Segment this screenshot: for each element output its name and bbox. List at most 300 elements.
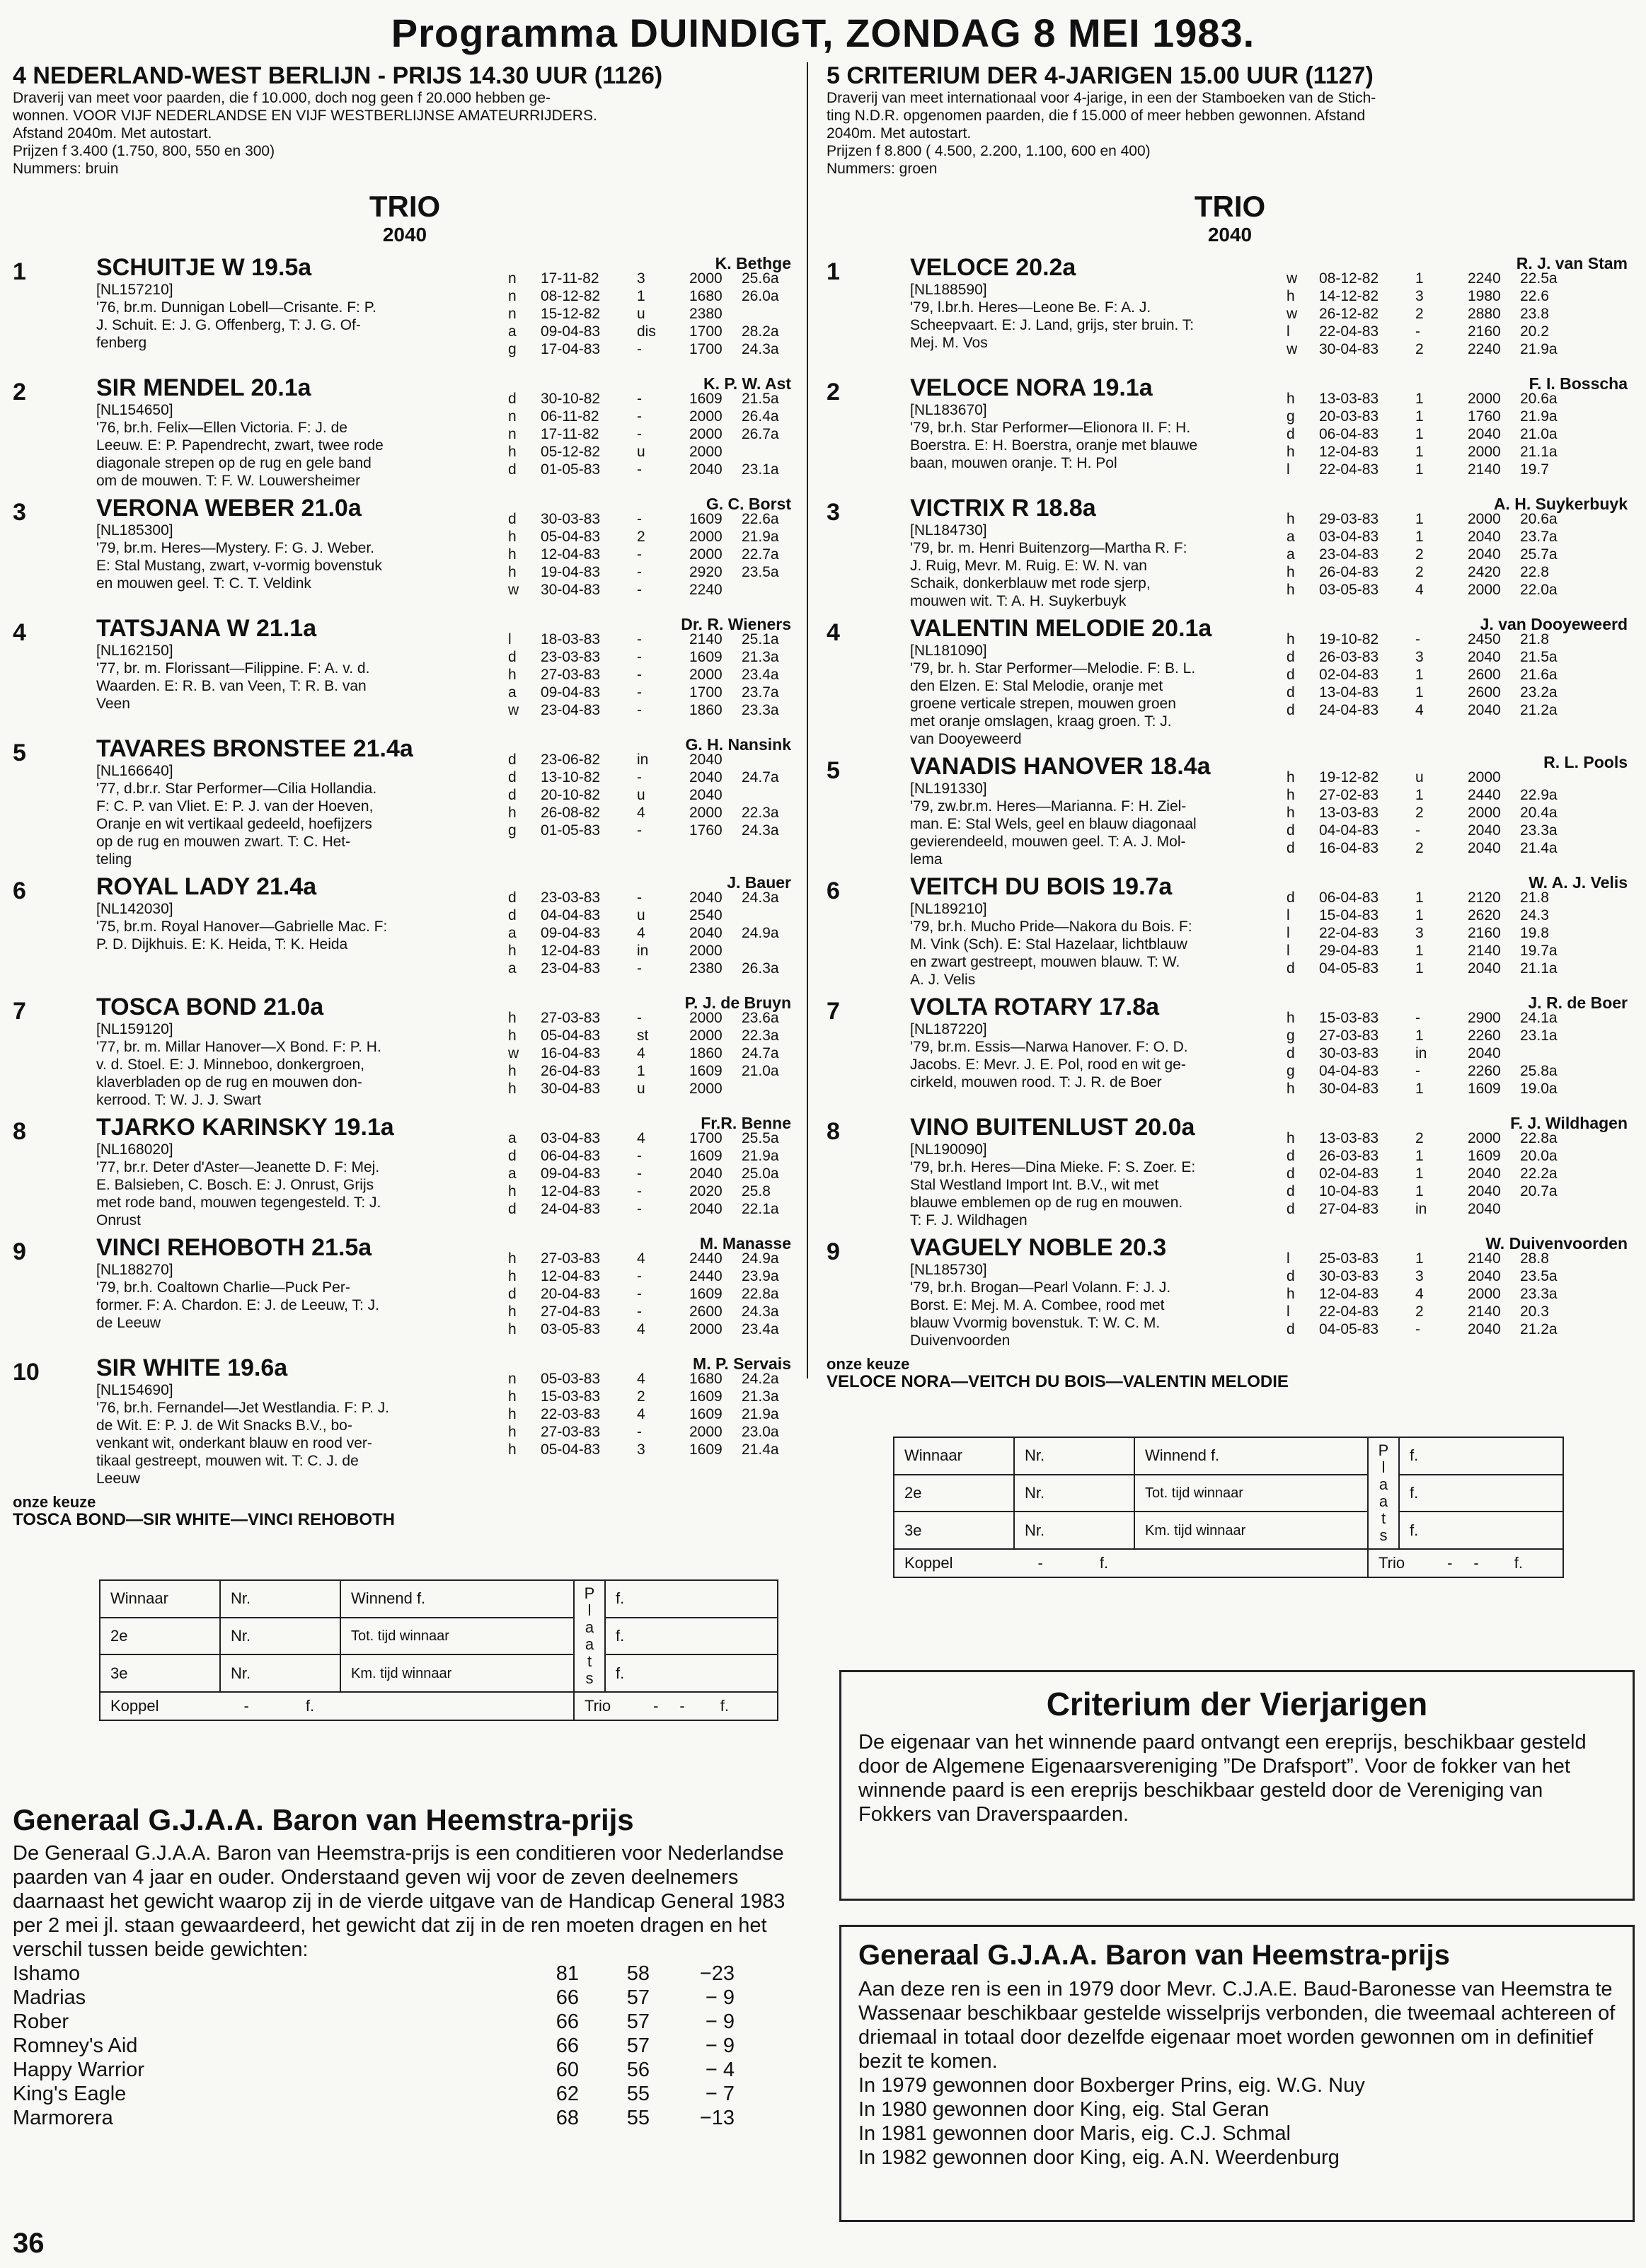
race-date: 19-10-82	[1319, 631, 1379, 647]
recent-results	[508, 510, 798, 599]
weight-difference: −13	[699, 2107, 735, 2129]
race-title: 5 CRITERIUM DER 4-JARIGEN 15.00 UUR (1127)	[827, 62, 1374, 89]
result-row	[1287, 631, 1577, 648]
result-row	[508, 581, 798, 599]
km-time: 23.4a	[742, 1321, 779, 1337]
our-choice	[13, 1494, 797, 1529]
placing: -	[637, 391, 642, 407]
winnaar-label: Winnaar	[100, 1580, 220, 1618]
plaats-f-2[interactable]: f.	[1399, 1475, 1563, 1512]
heemstra-box-title: Generaal G.J.A.A. Baron van Heemstra-prijs	[858, 1940, 1450, 1971]
race-date: 09-04-83	[541, 925, 601, 941]
trio-cell[interactable]: Trio - - f.	[1368, 1549, 1563, 1577]
km-time: 22.8	[1520, 564, 1549, 580]
race-date: 26-03-83	[1319, 1148, 1379, 1164]
placing: 3	[1415, 649, 1424, 665]
track-code: d	[508, 907, 517, 923]
weight-difference: −23	[699, 1962, 735, 1985]
weight-row	[13, 1962, 791, 1986]
result-row	[1287, 408, 1577, 425]
horse-details-line: op de rug en mouwen zwart. T: C. Het-	[96, 834, 351, 850]
track-code: l	[1287, 1250, 1290, 1267]
koppel-cell[interactable]: Koppel - f.	[894, 1549, 1368, 1577]
horse-name: VOLTA ROTARY 17.8a	[910, 994, 1160, 1020]
race-date: 06-04-83	[1319, 890, 1379, 906]
horse-details-line: [NL185300]	[96, 522, 173, 539]
km-time: 21.8	[1520, 631, 1549, 647]
nr-label: Nr.	[220, 1654, 340, 1692]
result-row	[1287, 769, 1577, 786]
race-distance: 2000	[1468, 391, 1501, 407]
track-code: h	[508, 1027, 517, 1044]
race-distance: 2000	[689, 426, 723, 442]
race-distance: 2140	[1468, 461, 1501, 478]
trio-cell[interactable]: Trio - - f.	[574, 1692, 778, 1720]
km-time: 24.7a	[742, 769, 779, 785]
horse-details-line: '77, br. m. Florissant—Filippine. F: A. v. d.	[96, 660, 370, 677]
km-time: 20.0a	[1520, 1148, 1558, 1164]
result-row	[1287, 924, 1577, 942]
tot-tijd-label: Tot. tijd winnaar	[340, 1618, 574, 1655]
race-date: 13-03-83	[1319, 1130, 1379, 1146]
race-distance: 2000	[689, 1027, 723, 1044]
horse-name: VANADIS HANOVER 18.4a	[910, 753, 1211, 780]
horse-details-line: diagonale strepen op de rug en gele band	[96, 455, 372, 471]
koppel-cell[interactable]: Koppel - f.	[100, 1692, 574, 1720]
horse-details-line: [NL187220]	[910, 1021, 987, 1037]
km-time: 24.9a	[742, 925, 779, 941]
horse-details	[96, 1261, 493, 1332]
km-time	[1520, 1200, 1577, 1218]
km-time: 24.9a	[742, 1250, 779, 1267]
horse-details-line: A. J. Velis	[910, 972, 976, 988]
weight-row	[13, 2058, 791, 2082]
horse-entry	[827, 873, 1633, 989]
track-code: d	[1287, 684, 1295, 701]
past-winner-line: In 1981 gewonnen door Maris, eig. C.J. Schmal	[858, 2122, 1291, 2145]
result-row	[508, 1027, 798, 1044]
race-distance: 1609	[1468, 1081, 1501, 1097]
race-distance: 1700	[689, 341, 723, 357]
placing: u	[637, 907, 645, 923]
race-distance: 2900	[1468, 1010, 1501, 1026]
race-date: 24-04-83	[541, 1201, 601, 1217]
km-time: 24.3a	[742, 1303, 779, 1320]
track-code: w	[1287, 341, 1298, 357]
km-time: 21.6a	[1520, 667, 1558, 683]
horse-details	[96, 401, 493, 490]
race-distance: 2000	[689, 529, 723, 545]
race-distance: 2140	[1468, 1303, 1501, 1320]
recent-results	[508, 390, 798, 478]
race-distance: 2160	[1468, 925, 1501, 941]
recent-results	[508, 1009, 798, 1098]
horse-details-line: Waarden. E: R. B. van Veen, T: R. B. van	[96, 678, 367, 694]
result-row	[1287, 1062, 1577, 1080]
result-row	[1287, 889, 1577, 906]
race-date: 05-04-83	[541, 529, 601, 545]
horse-details-line: lema	[910, 851, 943, 868]
placing: -	[637, 684, 642, 701]
placing: 4	[637, 1321, 645, 1337]
placing: -	[637, 1010, 642, 1026]
race-distance: 2040	[1468, 1321, 1501, 1337]
track-code: a	[508, 1165, 517, 1182]
race-conditions-line: Afstand 2040m. Met autostart.	[13, 125, 212, 142]
horse-details-line: Mej. M. Vos	[910, 335, 988, 351]
race-distance: 2040	[1468, 1045, 1501, 1061]
placing: st	[637, 1027, 649, 1044]
race-distance: 2880	[1468, 306, 1501, 322]
result-row	[508, 528, 798, 546]
km-time: 20.2	[1520, 323, 1549, 340]
weight-difference: − 9	[705, 1986, 735, 2009]
race-distance: 2600	[1468, 667, 1501, 683]
horse-entry	[13, 873, 797, 989]
result-row	[1287, 666, 1577, 684]
horse-details-line: met oranje omslagen, kraag groen. T: J.	[910, 713, 1172, 730]
horse-details-line: gevierendeeld, mouwen geel. T: A. J. Mol-	[910, 834, 1186, 850]
track-code: h	[508, 943, 517, 959]
track-code: h	[1287, 444, 1295, 460]
horse-name: TAVARES BRONSTEE 21.4a	[96, 735, 413, 762]
race-weight: 57	[626, 2034, 650, 2057]
weight-difference: − 9	[705, 2034, 735, 2057]
race-distance: 2440	[689, 1268, 723, 1284]
race-distance: 1609	[689, 1441, 723, 1458]
recent-results	[508, 1129, 798, 1218]
heemstra-box	[839, 1925, 1635, 2222]
race-distance: 1760	[1468, 408, 1501, 425]
race-conditions-line: Prijzen f 8.800 ( 4.500, 2.200, 1.100, 600 en 400)	[827, 143, 1151, 159]
horse-name: Rober	[13, 2010, 69, 2033]
placing: 2	[1415, 341, 1424, 357]
placing: 1	[1415, 787, 1424, 803]
race-date: 22-04-83	[1319, 461, 1379, 478]
track-code: h	[1287, 1010, 1295, 1026]
placing: -	[637, 769, 642, 785]
race-distance: 2240	[1468, 270, 1501, 287]
result-row	[508, 305, 798, 323]
placing: 1	[637, 288, 645, 304]
km-time: 23.3a	[1520, 822, 1558, 839]
horse-entry	[827, 1234, 1633, 1350]
race-date: 03-04-83	[541, 1130, 601, 1146]
track-code: w	[508, 582, 519, 598]
horse-details-line: [NL154690]	[96, 1382, 173, 1398]
km-time: 19.8	[1520, 925, 1549, 941]
race-distance: 2000	[689, 1424, 723, 1440]
race-date: 30-04-83	[541, 582, 601, 598]
track-code: h	[1287, 805, 1295, 821]
track-code: h	[508, 1010, 517, 1026]
horse-details-line: met rode band, mouwen tegengesteld. T: J.	[96, 1195, 381, 1211]
km-time	[742, 906, 798, 924]
placing: -	[637, 667, 642, 683]
km-time: 23.7a	[1520, 529, 1558, 545]
race-date: 30-03-83	[541, 511, 601, 527]
km-time: 23.5a	[742, 564, 779, 580]
result-row	[1287, 323, 1577, 340]
race-date: 29-04-83	[1319, 943, 1379, 959]
plaats-f-1[interactable]: f.	[1399, 1437, 1563, 1475]
our-choice-label: onze keuze	[13, 1493, 96, 1511]
horse-details-line: [NL181090]	[910, 643, 987, 659]
km-time: 22.3a	[742, 805, 779, 821]
result-row	[508, 1044, 798, 1062]
trio-heading: TRIO	[369, 190, 441, 223]
bet-form-race-5	[893, 1437, 1564, 1578]
track-code: l	[1287, 461, 1290, 478]
race-date: 22-04-83	[1319, 323, 1379, 340]
race-distance: 2040	[1468, 840, 1501, 856]
weight-row	[13, 1986, 791, 2010]
plaats-f-3[interactable]: f.	[605, 1654, 778, 1692]
recent-results	[1287, 390, 1577, 478]
race-date: 20-03-83	[1319, 408, 1379, 425]
race-weight: 55	[626, 2107, 650, 2129]
km-time: 25.1a	[742, 631, 779, 647]
result-row	[508, 1370, 798, 1388]
race-distance: 2450	[1468, 631, 1501, 647]
track-code: g	[508, 341, 517, 357]
race-date: 19-04-83	[541, 564, 601, 580]
placing: -	[1415, 1063, 1420, 1079]
placing: 1	[1415, 684, 1424, 701]
weight-row	[13, 2034, 791, 2058]
our-choice-value: VELOCE NORA—VEITCH DU BOIS—VALENTIN MELODIE	[827, 1372, 1289, 1391]
track-code: d	[508, 391, 517, 407]
horse-details-line: '79, l.br.h. Heres—Leone Be. F: A. J.	[910, 299, 1151, 316]
horse-details-line: baan, mouwen oranje. T: H. Pol	[910, 455, 1117, 471]
placing: 3	[637, 270, 645, 287]
horse-entry	[13, 615, 797, 731]
result-row	[508, 270, 798, 287]
race-distance: 2040	[1468, 1201, 1501, 1217]
entry-number: 2	[13, 379, 26, 405]
entry-number: 1	[13, 258, 26, 285]
track-code: l	[1287, 323, 1290, 340]
placing: 1	[1415, 1165, 1424, 1182]
placing: 2	[1415, 1130, 1424, 1146]
placing: -	[1415, 822, 1420, 839]
track-code: n	[508, 408, 517, 425]
track-code: d	[1287, 426, 1295, 442]
plaats-f-3[interactable]: f.	[1399, 1512, 1563, 1549]
race-distance: 1609	[689, 391, 723, 407]
handicap-weight: 68	[556, 2107, 579, 2129]
km-time: 23.1a	[1520, 1027, 1558, 1044]
placing: -	[1415, 1010, 1420, 1026]
horse-details-line: Leeuw	[96, 1470, 140, 1487]
track-code: h	[1287, 564, 1295, 580]
track-code: d	[508, 1286, 517, 1302]
horse-name: VEITCH DU BOIS 19.7a	[910, 873, 1173, 900]
track-code: g	[1287, 408, 1295, 425]
weights-table	[13, 1962, 791, 2130]
plaats-f-2[interactable]: f.	[605, 1618, 778, 1655]
placing: 4	[1415, 1286, 1424, 1302]
track-code: h	[508, 564, 517, 580]
placing: 2	[637, 1388, 645, 1405]
horse-details-line: '77, d.br.r. Star Performer—Cilia Hollandia.	[96, 781, 377, 797]
horse-name: Ishamo	[13, 1962, 81, 1985]
past-winner-line: In 1982 gewonnen door King, eig. A.N. Weerdenburg	[858, 2146, 1340, 2169]
placing: in	[637, 943, 649, 959]
km-time: 22.2a	[1520, 1165, 1558, 1182]
horse-details-line: [NL168020]	[96, 1141, 173, 1158]
horse-details-line: van Dooyeweerd	[910, 731, 1022, 747]
race-conditions-line: Prijzen f 3.400 (1.750, 800, 550 en 300)	[13, 143, 275, 159]
horse-details-line: '79, br.h. Coaltown Charlie—Puck Per-	[96, 1279, 350, 1296]
track-code: n	[508, 270, 517, 287]
race-distance: 2260	[1468, 1027, 1501, 1044]
track-code: h	[1287, 787, 1295, 803]
horse-details	[96, 522, 493, 592]
track-code: n	[508, 306, 517, 322]
horse-details-line: en mouwen geel. T: C. T. Veldink	[96, 575, 311, 592]
placing: 1	[1415, 426, 1424, 442]
horse-details-line: '75, br.m. Royal Hanover—Gabrielle Mac. F:	[96, 919, 388, 935]
race-date: 04-04-83	[1319, 822, 1379, 839]
km-time: 24.1a	[1520, 1010, 1558, 1026]
horse-details-line: [NL189210]	[910, 901, 987, 917]
result-row	[508, 701, 798, 719]
result-row	[1287, 528, 1577, 546]
result-row	[1287, 1285, 1577, 1303]
race-date: 29-03-83	[1319, 511, 1379, 527]
race-date: 27-04-83	[541, 1303, 601, 1320]
race-date: 09-04-83	[541, 684, 601, 701]
placing: -	[1415, 323, 1420, 340]
placing: -	[637, 890, 642, 906]
km-time: 22.8a	[742, 1286, 779, 1302]
track-code: h	[508, 1183, 517, 1199]
plaats-f-1[interactable]: f.	[605, 1580, 778, 1618]
track-code: d	[1287, 1045, 1295, 1061]
race-distance: 1609	[689, 1406, 723, 1422]
km-time: 25.6a	[742, 270, 779, 287]
result-row	[508, 960, 798, 977]
placing: 1	[1415, 511, 1424, 527]
trainer-driver: Fr.R. Benne	[701, 1114, 791, 1132]
race-distance: 2000	[689, 1081, 723, 1097]
track-code: g	[1287, 1063, 1295, 1079]
horse-details-line: P. D. Dijkhuis. E: K. Heida, T: K. Heida	[96, 936, 348, 952]
result-row	[508, 408, 798, 425]
race-date: 06-04-83	[541, 1148, 601, 1164]
placing: 1	[1415, 270, 1424, 287]
horse-details-line: Oranje en wit vertikaal gedeeld, hoefijzers	[96, 816, 372, 832]
placing: -	[637, 408, 642, 425]
horse-entry	[13, 1354, 797, 1488]
race-date: 27-03-83	[541, 1424, 601, 1440]
result-row	[508, 889, 798, 906]
km-time: 25.7a	[1520, 546, 1558, 563]
horse-name: King's Eagle	[13, 2083, 127, 2105]
track-code: h	[508, 1388, 517, 1405]
track-code: h	[508, 1303, 517, 1320]
race-date: 12-04-83	[541, 943, 601, 959]
race-date: 22-04-83	[1319, 925, 1379, 941]
track-code: h	[1287, 769, 1295, 785]
horse-details	[96, 642, 493, 713]
entry-number: 10	[13, 1359, 40, 1386]
track-code: h	[508, 1081, 517, 1097]
entry-number: 5	[827, 757, 840, 784]
horse-details-line: former. F: A. Chardon. E: J. de Leeuw, T: J.	[96, 1297, 379, 1313]
result-row	[1287, 563, 1577, 581]
track-code: d	[1287, 890, 1295, 906]
nr-label: Nr.	[220, 1580, 340, 1618]
trainer-driver: J. van Dooyeweerd	[1480, 615, 1628, 633]
result-row	[1287, 1147, 1577, 1165]
horse-entry	[13, 254, 797, 370]
placing: -	[637, 1268, 642, 1284]
horse-details-line: '76, br.h. Felix—Ellen Victoria. F: J. de	[96, 420, 347, 436]
horse-entry	[827, 495, 1633, 611]
race-distance: 1609	[689, 1063, 723, 1079]
race-date: 03-05-83	[541, 1321, 601, 1337]
race-date: 15-03-83	[541, 1388, 601, 1405]
race-distance: 2420	[1468, 564, 1501, 580]
result-row	[1287, 1250, 1577, 1267]
placing: 3	[1415, 925, 1424, 941]
horse-details	[910, 1141, 1306, 1229]
horse-details-line: [NL166640]	[96, 763, 173, 779]
race-date: 27-03-83	[541, 1250, 601, 1267]
horse-name: TJARKO KARINSKY 19.1a	[96, 1114, 394, 1141]
entry-number: 9	[13, 1238, 26, 1265]
track-code: a	[1287, 529, 1295, 545]
km-time	[742, 443, 798, 461]
track-code: h	[508, 1424, 517, 1440]
horse-details-line: klaverbladen op de rug en mouwen don-	[96, 1074, 362, 1090]
race-distance: 2040	[1468, 1183, 1501, 1199]
race-date: 23-04-83	[1319, 546, 1379, 563]
race-date: 08-12-82	[541, 288, 601, 304]
horse-details-line: Veen	[96, 696, 130, 712]
our-choice	[827, 1356, 1633, 1391]
track-code: d	[508, 1201, 517, 1217]
race-distance: 2000	[689, 408, 723, 425]
winnend-label: Winnend f.	[340, 1580, 574, 1618]
race-distance: 2000	[1468, 805, 1501, 821]
horse-details-line: '77, br.r. Deter d'Aster—Jeanette D. F: Mej.	[96, 1159, 380, 1175]
horse-details	[96, 1020, 493, 1109]
result-row	[508, 461, 798, 478]
trainer-driver: R. L. Pools	[1543, 753, 1628, 771]
race-conditions-line: Nummers: bruin	[13, 161, 119, 177]
trainer-driver: J. Bauer	[727, 873, 791, 892]
placing: 1	[1415, 890, 1424, 906]
result-row	[508, 1267, 798, 1285]
track-code: d	[508, 752, 517, 768]
heemstra-text: De Generaal G.J.A.A. Baron van Heemstra-prijs is een conditieren voor Nederlandse paarden van 4 jaar en ouder. Onderstaand geven wij voor de zeven deelnemers daarnaast het gewicht waarop zij in de vierde uitgave van de Handicap General 1983 per 2 mei jl. staan gewaardeerd, het gewicht dat zij in de ren moeten dragen en het verschil tussen beide gewichten:	[13, 1842, 785, 1961]
track-code: h	[508, 529, 517, 545]
km-time: 22.1a	[742, 1201, 779, 1217]
recent-results	[1287, 1129, 1577, 1218]
race-weight: 58	[626, 1962, 650, 1985]
race-distance: 2000	[689, 270, 723, 287]
result-row	[508, 1250, 798, 1267]
placing: 1	[1415, 1148, 1424, 1164]
placing: -	[637, 1303, 642, 1320]
km-time: 24.3a	[742, 341, 779, 357]
race-distance: 2240	[689, 582, 723, 598]
placing: 3	[637, 1441, 645, 1458]
result-row	[1287, 340, 1577, 358]
